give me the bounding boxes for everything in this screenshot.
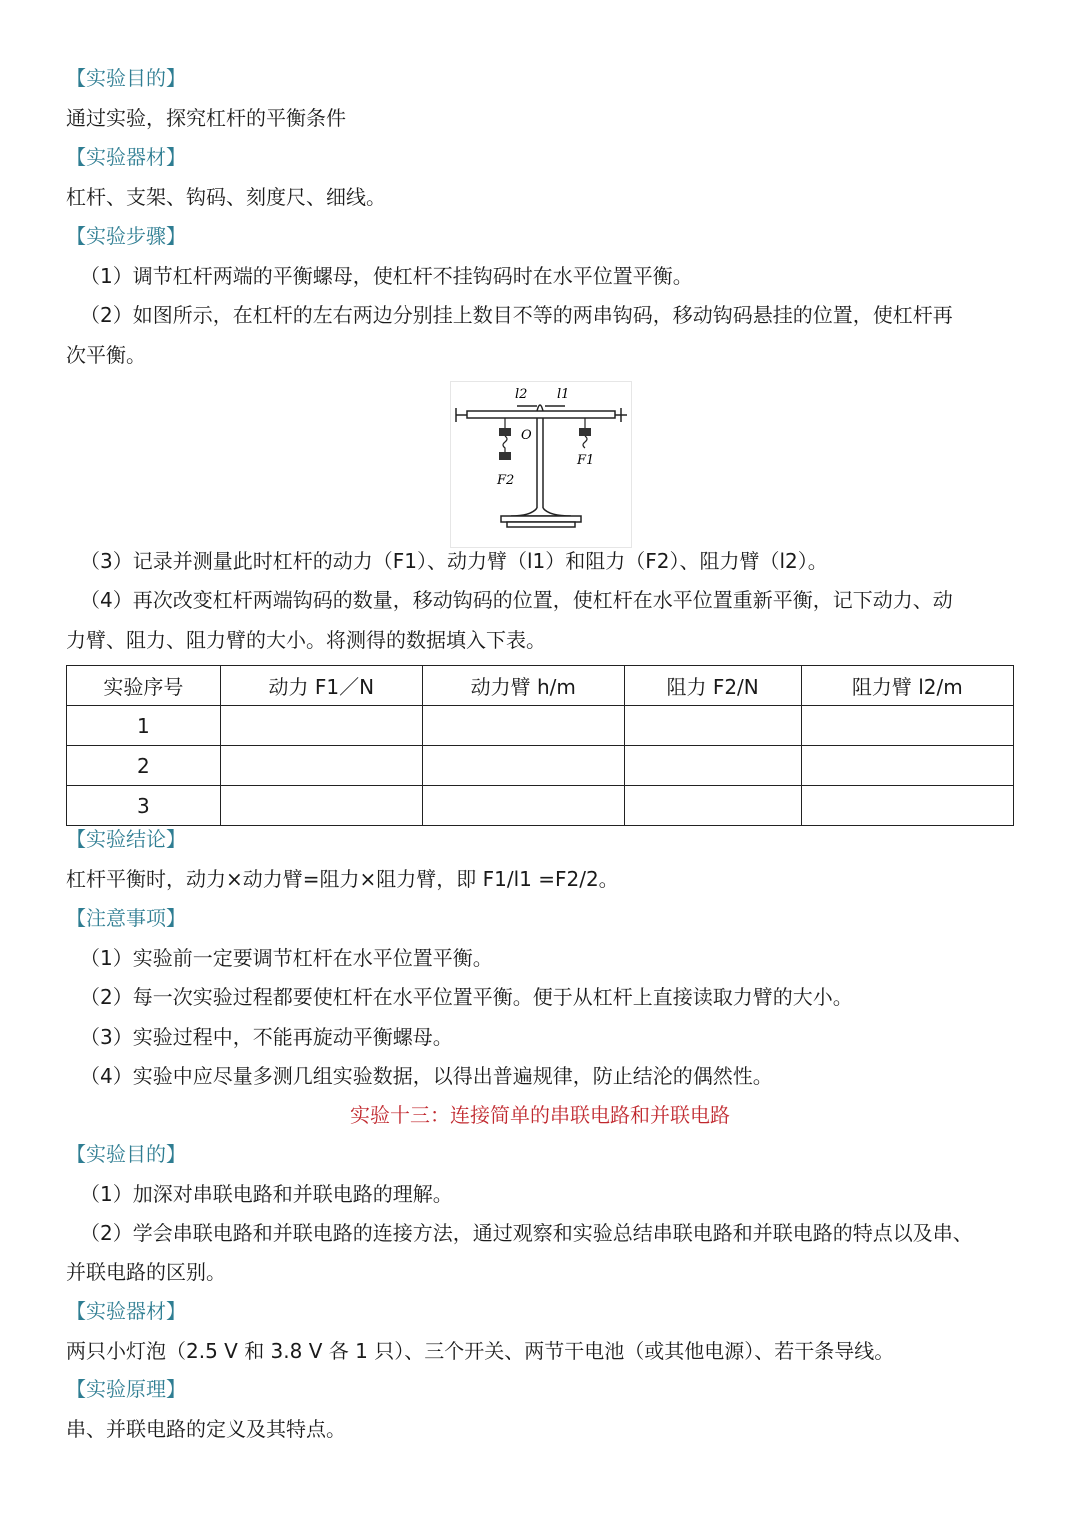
purpose-heading: 【实验目的】 xyxy=(66,66,186,90)
equipment-heading-2: 【实验器材】 xyxy=(66,1299,186,1323)
table-cell xyxy=(801,746,1013,786)
table-cell xyxy=(422,706,624,746)
label-l2: l2 xyxy=(515,387,528,402)
label-f2: F2 xyxy=(497,473,515,488)
lever-figure xyxy=(450,381,632,548)
step-4-line-1: （4）再次改变杠杆两端钩码的数量，移动钩码的位置，使杠杆在水平位置重新平衡，记下动力、动 xyxy=(80,588,953,612)
table-header: 阻力臂 l2/m xyxy=(801,666,1013,706)
table-cell xyxy=(422,786,624,826)
step-4-line-2: 力臂、阻力、阻力臂的大小。将测得的数据填入下表。 xyxy=(66,628,546,652)
purpose-text: 通过实验，探究杠杆的平衡条件 xyxy=(66,106,346,130)
purpose-2-item-2-line-2: 并联电路的区别。 xyxy=(66,1260,226,1284)
label-f1: F1 xyxy=(577,453,595,468)
table-cell xyxy=(624,746,801,786)
purpose-heading-2: 【实验目的】 xyxy=(66,1142,186,1166)
table-header: 动力 F1／N xyxy=(220,666,422,706)
step-2-line-2: 次平衡。 xyxy=(66,343,146,367)
label-l1: l1 xyxy=(557,387,570,402)
purpose-2-item-1: （1）加深对串联电路和并联电路的理解。 xyxy=(80,1182,453,1206)
table-cell xyxy=(220,746,422,786)
table-cell-index: 1 xyxy=(67,706,221,746)
label-o: O xyxy=(521,428,532,443)
section-title: 实验十三：连接简单的串联电路和并联电路 xyxy=(350,1103,730,1127)
table-cell-index: 3 xyxy=(67,786,221,826)
step-1: （1）调节杠杆两端的平衡螺母，使杠杆不挂钩码时在水平位置平衡。 xyxy=(80,264,693,288)
table-cell xyxy=(801,706,1013,746)
step-3: （3）记录并测量此时杠杆的动力（F1）、动力臂（l1）和阻力（F2）、阻力臂（l2）。 xyxy=(80,549,828,573)
conclusion-heading: 【实验结论】 xyxy=(66,827,186,851)
table-cell xyxy=(220,786,422,826)
data-table xyxy=(66,665,1014,826)
table-row xyxy=(67,786,1014,826)
note-2: （2）每一次实验过程都要使杠杆在水平位置平衡。便于从杠杆上直接读取力臂的大小。 xyxy=(80,985,853,1009)
table-header: 阻力 F2/N xyxy=(624,666,801,706)
equipment-text: 杠杆、支架、钩码、刻度尺、细线。 xyxy=(66,185,386,209)
notes-heading: 【注意事项】 xyxy=(66,906,186,930)
table-row xyxy=(67,706,1014,746)
purpose-2-item-2-line-1: （2）学会串联电路和并联电路的连接方法，通过观察和实验总结串联电路和并联电路的特点以及串、 xyxy=(80,1221,973,1245)
note-1: （1）实验前一定要调节杠杆在水平位置平衡。 xyxy=(80,946,493,970)
note-3: （3）实验过程中，不能再旋动平衡螺母。 xyxy=(80,1025,453,1049)
table-cell xyxy=(624,706,801,746)
table-header: 动力臂 h/m xyxy=(422,666,624,706)
conclusion-text: 杠杆平衡时，动力×动力臂=阻力×阻力臂，即 F1/l1 =F2/2。 xyxy=(66,867,619,891)
table-cell-index: 2 xyxy=(67,746,221,786)
table-cell xyxy=(801,786,1013,826)
step-2-line-1: （2）如图所示，在杠杆的左右两边分别挂上数目不等的两串钩码，移动钩码悬挂的位置，使杠杆再 xyxy=(80,303,953,327)
equipment-text-2: 两只小灯泡（2.5 V 和 3.8 V 各 1 只）、三个开关、两节干电池（或其他电源）、若干条导线。 xyxy=(66,1339,895,1363)
note-4: （4）实验中应尽量多测几组实验数据，以得出普遍规律，防止结沦的偶然性。 xyxy=(80,1064,773,1088)
table-row xyxy=(67,746,1014,786)
table-cell xyxy=(220,706,422,746)
table-cell xyxy=(624,786,801,826)
table-header: 实验序号 xyxy=(67,666,221,706)
principle-text: 串、并联电路的定义及其特点。 xyxy=(66,1417,346,1441)
lever-diagram xyxy=(451,382,631,547)
table-header-row xyxy=(67,666,1014,706)
steps-heading: 【实验步骤】 xyxy=(66,224,186,248)
table-cell xyxy=(422,746,624,786)
principle-heading: 【实验原理】 xyxy=(66,1377,186,1401)
equipment-heading: 【实验器材】 xyxy=(66,145,186,169)
